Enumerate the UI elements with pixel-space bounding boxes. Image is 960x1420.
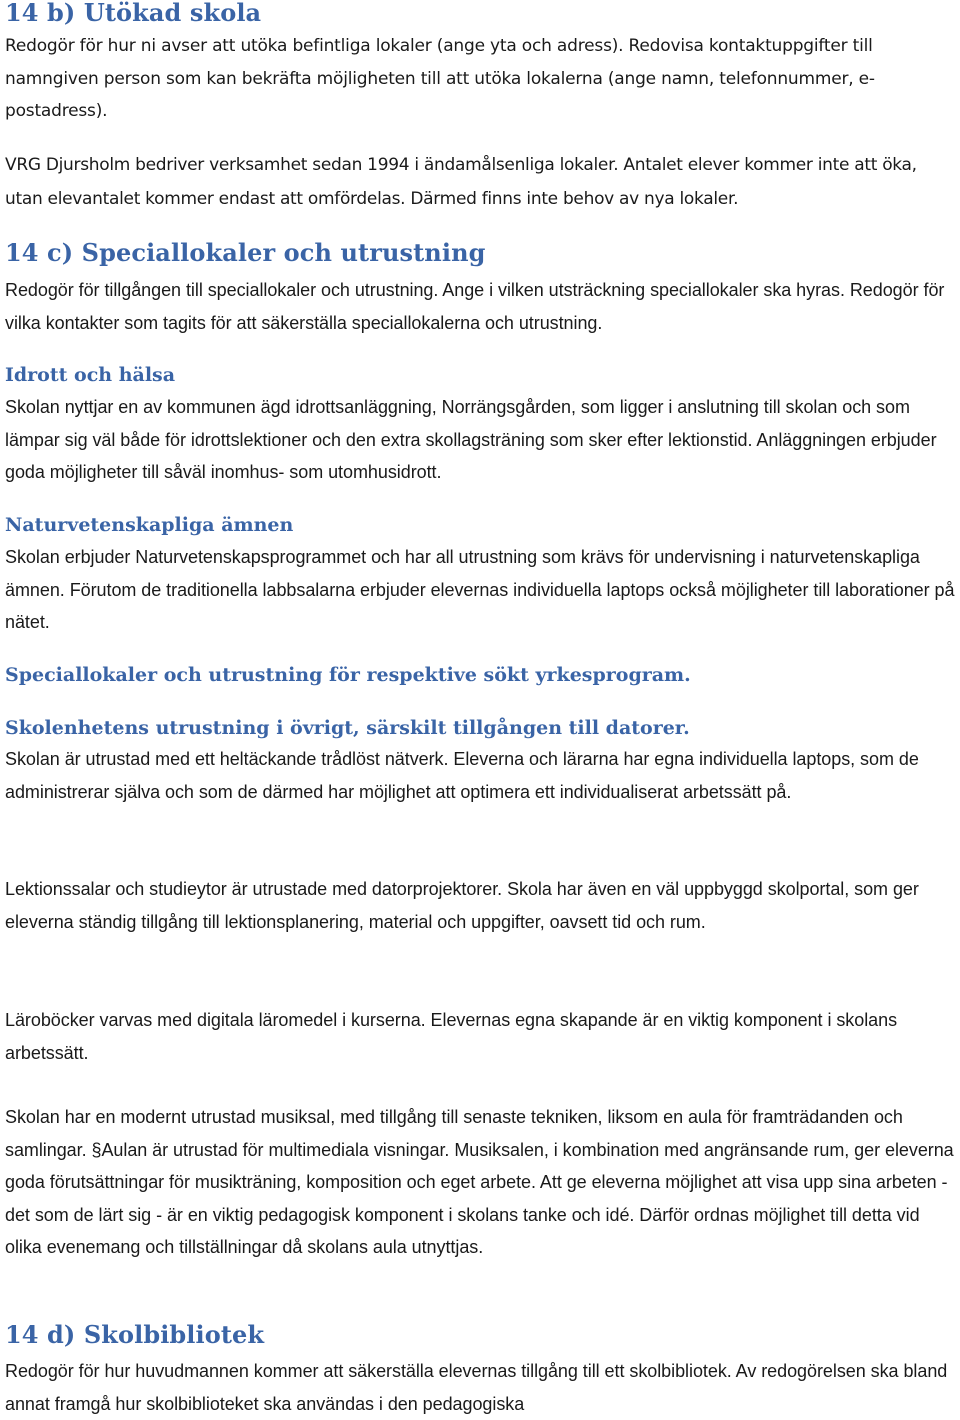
text-ovrigt-projektorer: Lektionssalar och studieytor är utrustade med datorprojektorer. Skola har även en väl uppbyggd skolportal, som ger eleverna ständig tillgång till lektionsplanering, material och uppgifter, oavsett tid och rum. <box>5 879 919 932</box>
section-utokad-skola <box>5 0 957 26</box>
text-block-ovrigt-1 <box>5 743 957 808</box>
heading-skolbibliotek: 14 d) Skolbibliotek <box>5 1320 265 1349</box>
instruction-speciallokaler: Redogör för tillgången till speciallokaler och utrustning. Ange i vilken utsträckning speciallokaler ska hyras. Redogör för vilka kontakter som tagits för att säkerställa speciallokalerna och utrustning. <box>5 280 945 333</box>
text-block-ovrigt-4 <box>5 1101 957 1264</box>
section-skolbibliotek <box>5 1321 957 1349</box>
text-ovrigt-natverk: Skolan är utrustad med ett heltäckande trådlöst nätverk. Eleverna och lärarna har egna individuella laptops, som de administrerar själva och som de därmed har möjlighet att optimera ett individualiserat arbetssätt på. <box>5 749 919 802</box>
text-naturvetenskapliga-amnen: Skolan erbjuder Naturvetenskapsprogrammet och har all utrustning som krävs för undervisning i naturvetenskapliga ämnen. Förutom de traditionella labbsalarna erbjuder elevernas individuella laptops också möjligheter till laborationer på nätet. <box>5 547 955 632</box>
subsection-naturvetenskap <box>5 513 957 537</box>
heading-utrustning-ovrigt: Skolenhetens utrustning i övrigt, särskilt tillgången till datorer. <box>5 717 690 739</box>
heading-utokad-skola: 14 b) Utökad skola <box>5 0 262 27</box>
text-block-naturvetenskap <box>5 541 957 639</box>
heading-speciallokaler: 14 c) Speciallokaler och utrustning <box>5 238 486 267</box>
instruction-block-skolbibliotek <box>5 1355 957 1420</box>
instruction-utokad-skola: Redogör för hur ni avser att utöka befintliga lokaler (ange yta och adress). Redovisa kontaktuppgifter till namngiven person som kan bekräfta möjligheten till att utöka lokalerna (ange namn, telefonnummer, e-postadress). <box>5 36 875 121</box>
instruction-skolbibliotek: Redogör för hur huvudmannen kommer att säkerställa elevernas tillgång till ett skolbibliotek. Av redogörelsen ska bland annat framgå hur skolbiblioteket ska användas i den pedagogiska <box>5 1361 948 1414</box>
text-block-ovrigt-2 <box>5 873 957 938</box>
subsection-idrott <box>5 363 957 387</box>
heading-idrott-och-halsa: Idrott och hälsa <box>5 364 176 386</box>
instruction-block-utokad <box>5 30 957 128</box>
answer-utokad-skola: VRG Djursholm bedriver verksamhet sedan 1994 i ändamålsenliga lokaler. Antalet elever kommer inte att öka, utan elevantalet kommer endast att omfördelas. Därmed finns inte behov av nya lokaler. <box>5 155 917 209</box>
text-ovrigt-musiksal: Skolan har en modernt utrustad musiksal, med tillgång till senaste tekniken, liksom en aula för framträdanden och samlingar. §Aulan är utrustad för multimediala visningar. Musiksalen, i kombination med angränsande rum, ger eleverna goda förutsättningar för musikträning, komposition och eget arbete. Att ge eleverna möjlighet att visa upp sina arbeten - det som de lärt sig - är en viktig pedagogisk komponent i skolans tanke och idé. Därför ordnas möjlighet till detta vid olika evenemang och tillställningar då skolans aula utnyttjas. <box>5 1107 954 1257</box>
heading-naturvetenskapliga-amnen: Naturvetenskapliga ämnen <box>5 514 294 536</box>
heading-yrkesprogram: Speciallokaler och utrustning för respektive sökt yrkesprogram. <box>5 664 691 686</box>
text-ovrigt-larobocker: Läroböcker varvas med digitala läromedel i kurserna. Elevernas egna skapande är en viktig komponent i skolans arbetssätt. <box>5 1010 898 1063</box>
subsection-yrkesprogram <box>5 663 957 687</box>
answer-block-utokad <box>5 148 957 216</box>
section-speciallokaler <box>5 239 957 267</box>
text-block-idrott <box>5 391 957 489</box>
instruction-block-speciallokaler <box>5 274 957 339</box>
subsection-utrustning-ovrigt <box>5 716 957 740</box>
text-block-ovrigt-3 <box>5 1004 957 1069</box>
text-idrott-och-halsa: Skolan nyttjar en av kommunen ägd idrottsanläggning, Norrängsgården, som ligger i anslutning till skolan och som lämpar sig väl både för idrottslektioner och den extra skollagsträning som sker efter lektionstid. Anläggningen erbjuder goda möjligheter till såväl inomhus- som utomhusidrott. <box>5 397 937 482</box>
